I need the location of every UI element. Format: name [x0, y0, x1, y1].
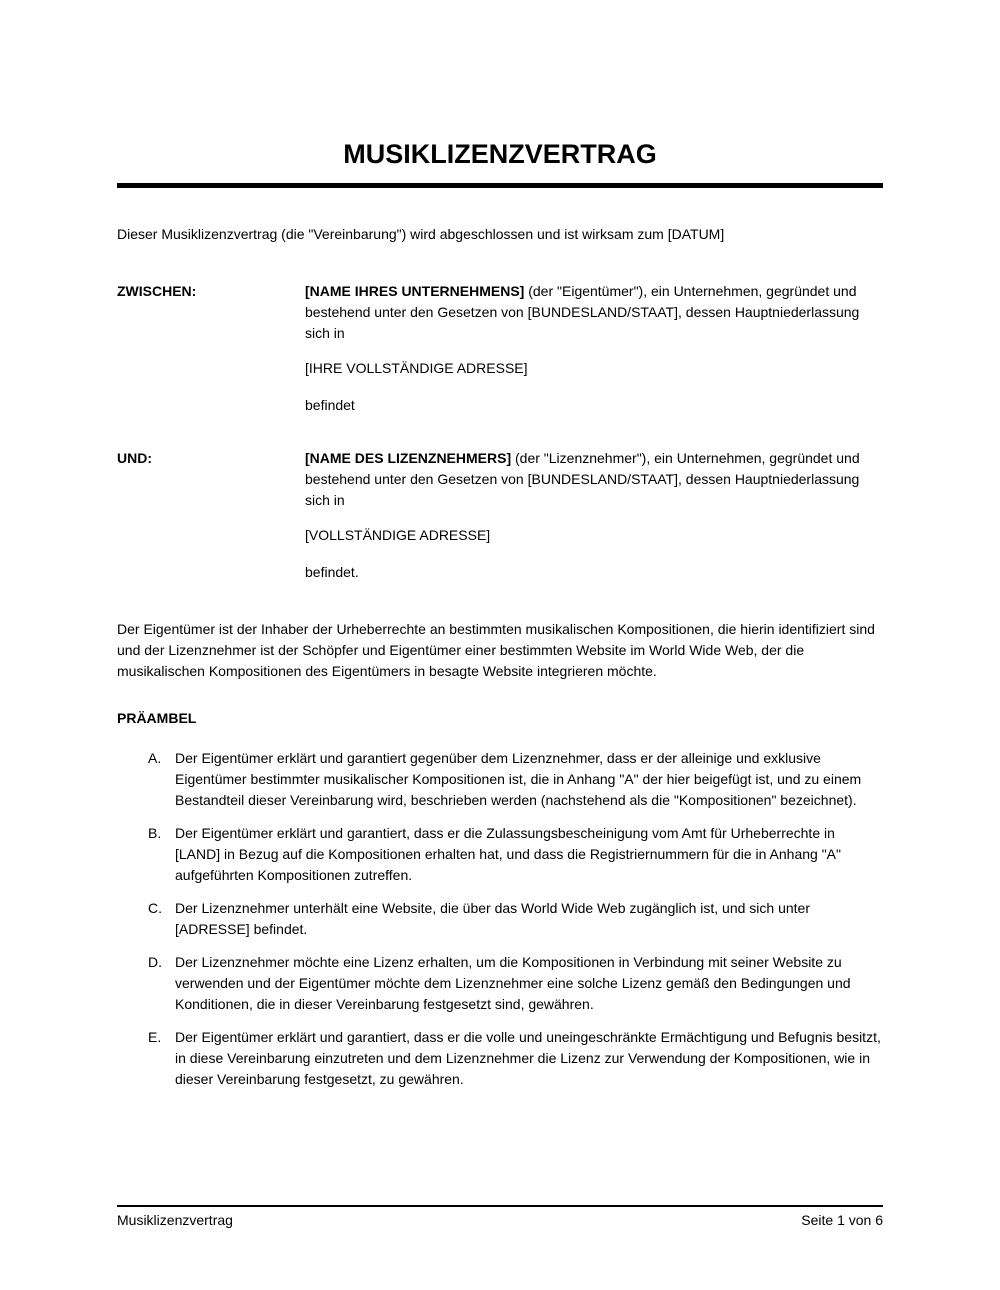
preamble-item-e [148, 1027, 883, 1090]
party-description [305, 448, 883, 511]
item-letter: A. [148, 750, 162, 766]
party-address-placeholder: [IHRE VOLLSTÄNDIGE ADRESSE] [305, 360, 528, 376]
party-closing-word: befindet. [305, 564, 359, 580]
page-footer [117, 1205, 883, 1231]
party-name-placeholder: [NAME DES LIZENZNEHMERS] [305, 450, 512, 466]
party-description-text: (der "Lizenznehmer"), ein Unternehmen, gegründet und bestehend unter den Gesetzen von [BUNDESLAND/STAAT], dessen Hauptniederlassung sich in [305, 450, 860, 508]
intro-paragraph: Dieser Musiklizenzvertrag (die "Vereinbarung") wird abgeschlossen und ist wirksam zum [DATUM] [117, 226, 725, 242]
preamble-item-c [148, 898, 883, 940]
item-text: Der Eigentümer erklärt und garantiert, dass er die volle und uneingeschränkte Ermächtigung und Befugnis besitzt, in diese Vereinbarung einzutreten und dem Lizenznehmer die Lizenz zur Verwendung der Kompositionen, wie in dieser Vereinbarung festgesetzt, zu gewähren. [175, 1029, 881, 1087]
party-block-zwischen [117, 281, 883, 416]
item-text: Der Eigentümer erklärt und garantiert, dass er die Zulassungsbescheinigung vom Amt für Urheberrechte in [LAND] in Bezug auf die Kompositionen erhalten hat, und dass die Registriernummern für die in Anhang "A" aufgeführten Kompositionen zutreffen. [175, 825, 841, 883]
party-closing-word: befindet [305, 397, 355, 413]
item-text: Der Eigentümer erklärt und garantiert gegenüber dem Lizenznehmer, dass er der alleinige und exklusive Eigentümer bestimmter musikalischer Kompositionen ist, die in Anhang "A" der hier beigefügt ist, und zu einem Bestandteil dieser Vereinbarung wird, beschrieben werden (nachstehend als die "Kompositionen" bezeichnet). [175, 750, 862, 808]
item-letter: D. [148, 954, 162, 970]
item-text: Der Lizenznehmer unterhält eine Website, die über das World Wide Web zugänglich ist, und sich unter [ADRESSE] befindet. [175, 900, 811, 937]
preamble-heading: PRÄAMBEL [117, 710, 197, 726]
footer-divider [117, 1205, 883, 1207]
party-description-text: (der "Eigentümer"), ein Unternehmen, gegründet und bestehend unter den Gesetzen von [BUNDESLAND/STAAT], dessen Hauptniederlassung sich in [305, 283, 860, 341]
recitals-paragraph: Der Eigentümer ist der Inhaber der Urheberrechte an bestimmten musikalischen Kompositionen, die hierin identifiziert sind und der Lizenznehmer ist der Schöpfer und Eigentümer einer bestimmten Website im World Wide Web, der die musikalischen Kompositionen des Eigentümers in besagte Website integrieren möchte. [117, 621, 875, 679]
party-name-placeholder: [NAME IHRES UNTERNEHMENS] [305, 283, 525, 299]
party-label: ZWISCHEN: [117, 283, 197, 299]
party-block-und [117, 448, 883, 583]
item-letter: E. [148, 1029, 162, 1045]
party-details [305, 448, 883, 583]
preamble-item-a [148, 748, 883, 811]
party-details [305, 281, 883, 416]
party-address-placeholder: [VOLLSTÄNDIGE ADRESSE] [305, 527, 491, 543]
page-title: MUSIKLIZENZVERTRAG [343, 139, 657, 169]
item-text: Der Lizenznehmer möchte eine Lizenz erhalten, um die Kompositionen in Verbindung mit seiner Website zu verwenden und der Eigentümer möchte dem Lizenznehmer eine solche Lizenz gemäß den Bedingungen und Konditionen, die in dieser Vereinbarung festgesetzt sind, gewähren. [175, 954, 851, 1012]
title-divider [117, 183, 883, 188]
party-label: UND: [117, 450, 152, 466]
item-letter: B. [148, 825, 162, 841]
preamble-item-d [148, 952, 883, 1015]
footer-document-name: Musiklizenzvertrag [117, 1212, 233, 1228]
preamble-item-b [148, 823, 883, 886]
footer-row [117, 1210, 883, 1231]
item-letter: C. [148, 900, 162, 916]
preamble-list [148, 748, 883, 1090]
party-description [305, 281, 883, 344]
footer-page-number: Seite 1 von 6 [801, 1212, 883, 1228]
